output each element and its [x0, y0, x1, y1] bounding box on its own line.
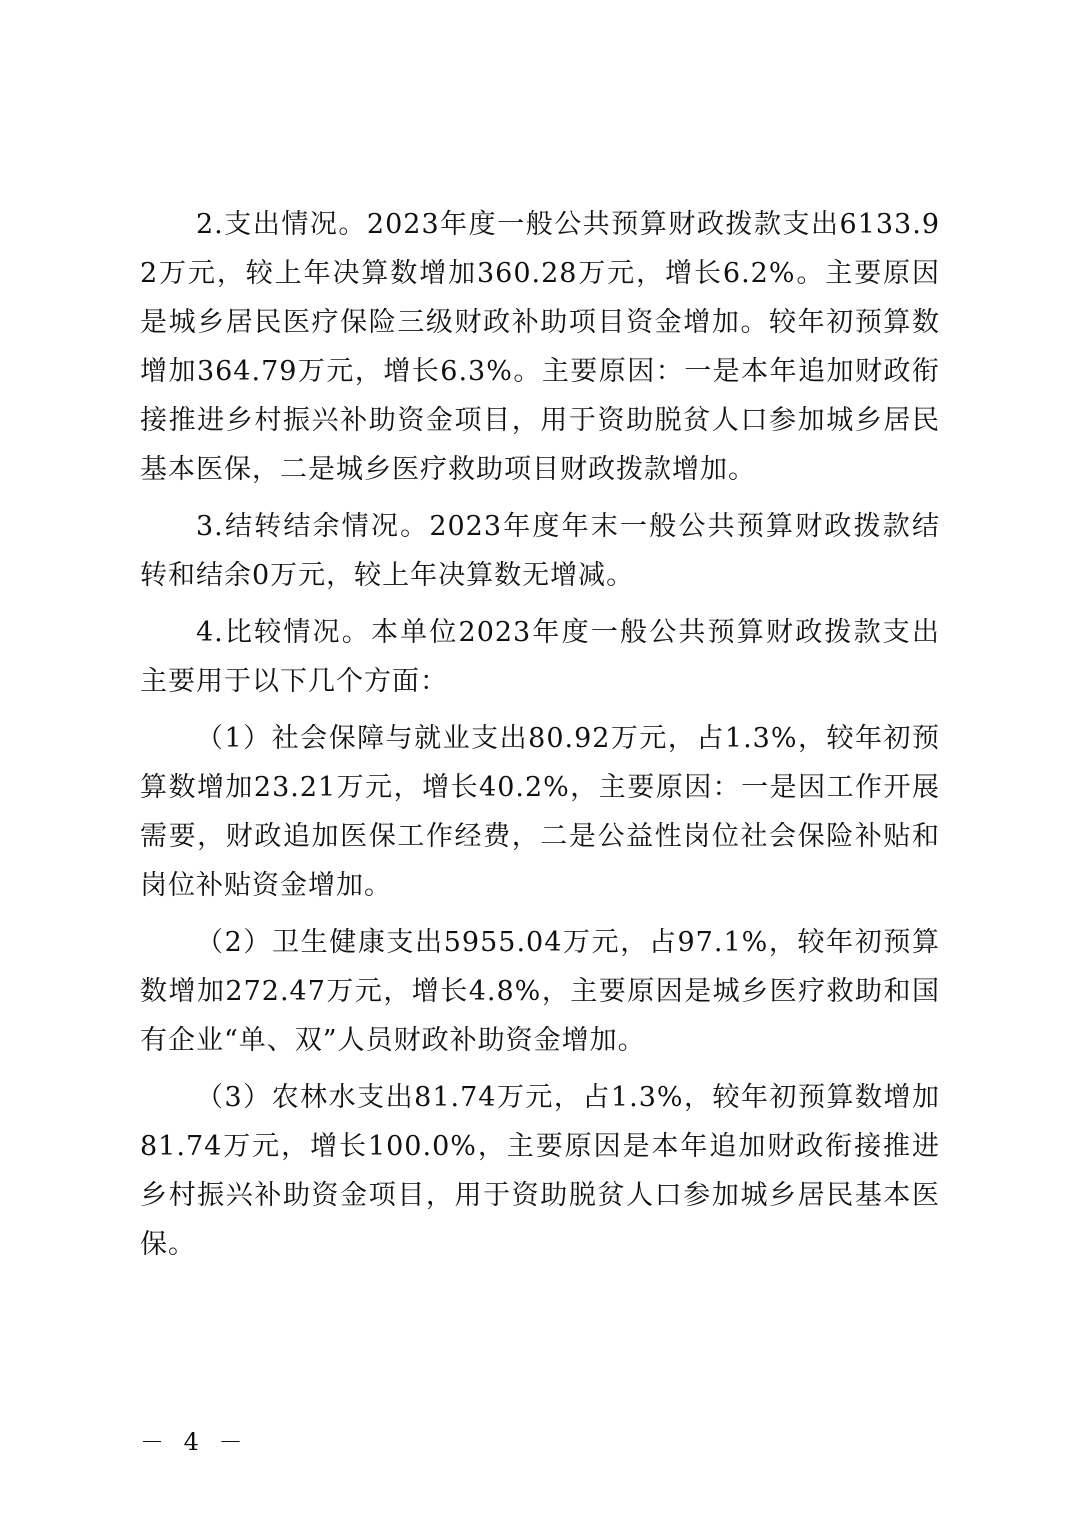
paragraph-health: （2）卫生健康支出5955.04万元，占97.1%，较年初预算数增加272.47万元，增长4.8%，主要原因是城乡医疗救助和国有企业“单、双”人员财政补助资金增加。 — [140, 927, 940, 1056]
paragraph-carryover: 3.结转结余情况。2023年度年末一般公共预算财政拨款结转和结余0万元，较上年决算数无增减。 — [140, 511, 940, 591]
document-body — [140, 200, 940, 1277]
paragraph-social-security: （1）社会保障与就业支出80.92万元，占1.3%，较年初预算数增加23.21万元，增长40.2%，主要原因：一是因工作开展需要，财政追加医保工作经费，二是公益性岗位社会保险补贴和岗位补贴资金增加。 — [140, 723, 940, 901]
paragraph-agriculture: （3）农林水支出81.74万元，占1.3%，较年初预算数增加81.74万元，增长100.0%，主要原因是本年追加财政衔接推进乡村振兴补助资金项目，用于资助脱贫人口参加城乡居民基本医保。 — [140, 1082, 940, 1260]
paragraph-expenditure: 2.支出情况。2023年度一般公共预算财政拨款支出6133.92万元，较上年决算数增加360.28万元，增长6.2%。主要原因是城乡居民医疗保险三级财政补助项目资金增加。较年初预算数增加364.79万元，增长6.3%。主要原因：一是本年追加财政衔接推进乡村振兴补助资金项目，用于资助脱贫人口参加城乡居民基本医保，二是城乡医疗救助项目财政拨款增加。 — [140, 209, 940, 485]
page-number: － 4 － — [140, 1428, 249, 1456]
paragraph-comparison: 4.比较情况。本单位2023年度一般公共预算财政拨款支出主要用于以下几个方面： — [140, 617, 940, 697]
